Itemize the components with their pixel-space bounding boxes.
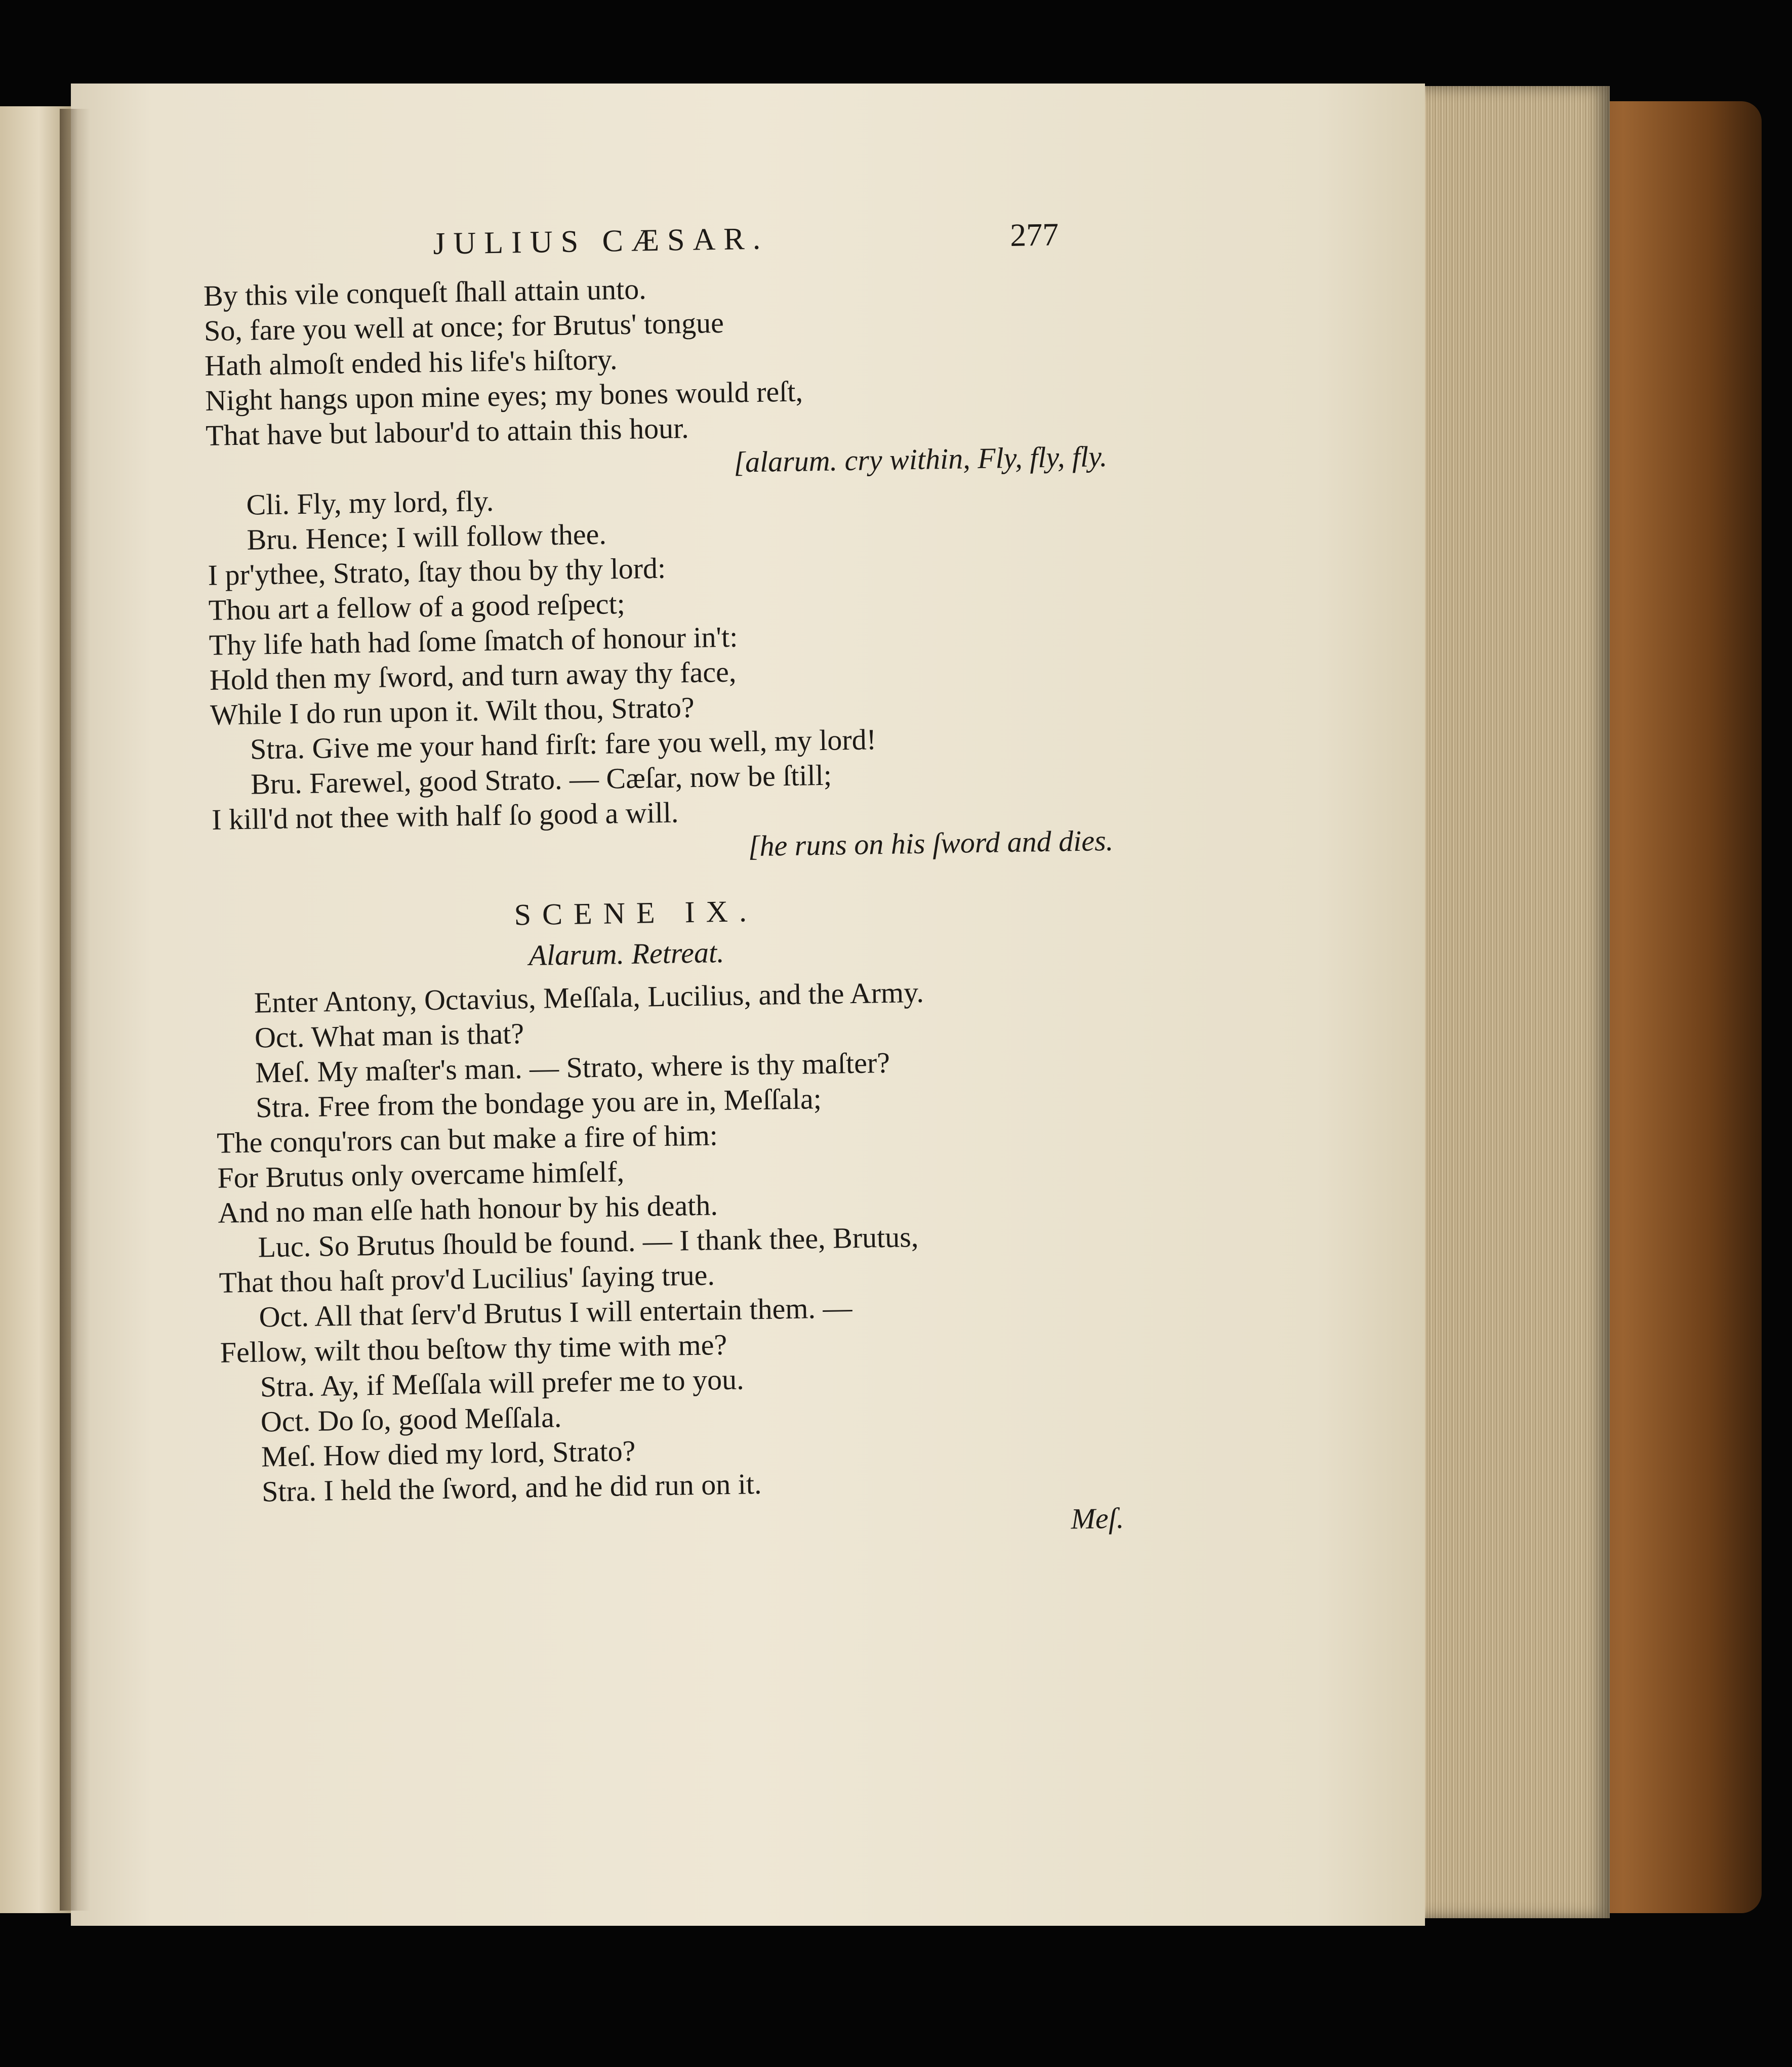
- verse-line: So, fare you well at once; for Brutus' tongue: [203, 306, 724, 347]
- verse-line: The conqu'rors can but make a fire of him:: [216, 1119, 718, 1160]
- speech-line: Bru. Hence; I will follow thee.: [247, 517, 607, 556]
- verse-line: Hold then my ſword, and turn away thy face,: [209, 655, 737, 696]
- speech-line: Oct. What man is that?: [254, 1017, 524, 1054]
- verse-line: That have but labour'd to attain this hour.: [205, 411, 689, 452]
- speech-line: Oct. All that ſerv'd Brutus I will entertain them. —: [259, 1291, 852, 1334]
- stage-direction: [he runs on his ſword and dies.: [748, 823, 1114, 863]
- stage-direction: [alarum. cry within, Fly, fly, fly.: [733, 439, 1108, 479]
- verse-line: And no man elſe hath honour by his death.: [217, 1188, 718, 1229]
- speech-line: Luc. So Brutus ſhould be found. — I thank thee, Brutus,: [258, 1220, 919, 1264]
- speech-line: Cli. Fly, my lord, fly.: [246, 484, 494, 521]
- verse-line: I kill'd not thee with half ſo good a will.: [211, 796, 679, 836]
- page-text: [202, 216, 1124, 1550]
- stage-direction-entrance: Enter Antony, Octavius, Meſſala, Lucilius, and the Army.: [254, 975, 924, 1019]
- page-number: 277: [1009, 216, 1059, 253]
- verse-line: I pr'ythee, Strato, ſtay thou by thy lord:: [208, 551, 666, 592]
- speech-line: Meſ. How died my lord, Strato?: [261, 1434, 636, 1473]
- scene-heading: SCENE IX.: [514, 894, 758, 932]
- scene-subheading: Alarum. Retreat.: [528, 935, 725, 972]
- running-head: JULIUS CÆSAR.: [432, 221, 769, 261]
- verse-line: Thy life hath had ſome ſmatch of honour in't:: [209, 620, 738, 662]
- speech-line: Oct. Do ſo, good Meſſala.: [260, 1400, 562, 1438]
- verse-line: For Brutus only overcame himſelf,: [217, 1155, 625, 1194]
- verse-line: Thou art a fellow of a good reſpect;: [208, 587, 626, 627]
- verse-line: Hath almoſt ended his life's hiſtory.: [204, 343, 618, 382]
- speech-line: Stra. Give me your hand firſt: fare you well, my lord!: [250, 723, 877, 766]
- verse-line: That thou haſt prov'd Lucilius' ſaying true.: [219, 1258, 715, 1299]
- speech-line: Meſ. My maſter's man. — Strato, where is thy maſter?: [255, 1046, 890, 1089]
- speech-line: Stra. I held the ſword, and he did run on it.: [261, 1467, 762, 1508]
- verse-line: By this vile conqueſt ſhall attain unto.: [203, 272, 647, 312]
- speech-line: Stra. Ay, if Meſſala will prefer me to you.: [260, 1362, 745, 1403]
- page-block-edges: [1417, 86, 1610, 1918]
- book-gutter: [60, 109, 90, 1911]
- verse-line: While I do run upon it. Wilt thou, Strato?: [210, 690, 695, 731]
- speech-line: Stra. Free from the bondage you are in, Meſſala;: [255, 1082, 822, 1124]
- speech-line: Bru. Farewel, good Strato. — Cæſar, now be ſtill;: [250, 758, 832, 801]
- verse-line: Fellow, wilt thou beſtow thy time with me?: [220, 1328, 727, 1369]
- catchword: Meſ.: [1071, 1501, 1124, 1536]
- verse-line: Night hangs upon mine eyes; my bones would reſt,: [205, 375, 803, 417]
